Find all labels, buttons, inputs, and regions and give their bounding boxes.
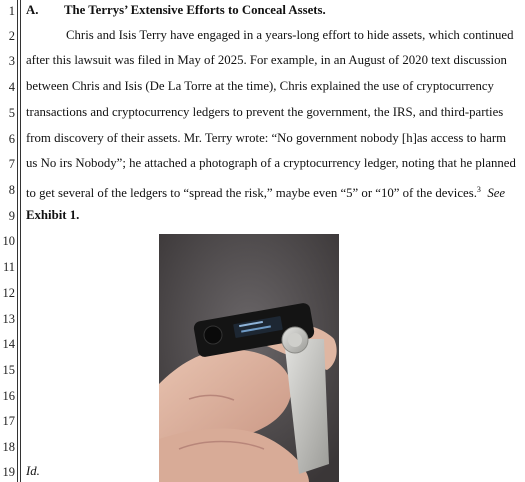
section-heading xyxy=(26,3,326,18)
line-number: 7 xyxy=(8,157,15,171)
line-number: 8 xyxy=(8,183,15,197)
line-number: 17 xyxy=(2,414,15,428)
line-number: 11 xyxy=(2,260,15,274)
citation-id: Id. xyxy=(26,464,40,478)
body-line: after this lawsuit was filed in May of 2025. For example, in an August of 2020 text discussion xyxy=(26,53,507,67)
body-line-text: to get several of the ledgers to “spread the risk,” maybe even “5” or “10” of the devices. xyxy=(26,186,477,200)
line-number: 2 xyxy=(8,29,15,43)
line-number: 1 xyxy=(8,4,15,18)
exhibit-photo-crypto-ledger xyxy=(159,234,339,482)
line-number: 16 xyxy=(2,389,15,403)
line-number: 9 xyxy=(8,209,15,223)
line-number: 5 xyxy=(8,106,15,120)
exhibit-reference: Exhibit 1. xyxy=(26,208,80,222)
line-number: 3 xyxy=(8,54,15,68)
body-line: us No irs Nobody”; he attached a photograph of a cryptocurrency ledger, noting that he planned xyxy=(26,156,516,170)
see-signal: See xyxy=(487,186,506,200)
line-number: 18 xyxy=(2,440,15,454)
line-number: 19 xyxy=(2,465,15,479)
line-number: 15 xyxy=(2,363,15,377)
line-number: 4 xyxy=(8,80,15,94)
line-number: 6 xyxy=(8,132,15,146)
footnote-marker[interactable]: 3 xyxy=(476,185,481,194)
photo-illustration xyxy=(159,234,339,482)
body-line: Chris and Isis Terry have engaged in a years-long effort to hide assets, which continued xyxy=(66,28,514,42)
line-number: 13 xyxy=(2,312,15,326)
line-number: 12 xyxy=(2,286,15,300)
body-line: transactions and cryptocurrency ledgers to prevent the government, the IRS, and third-parties xyxy=(26,105,504,119)
body-line: from discovery of their assets. Mr. Terry wrote: “No government nobody [h]as access to harm xyxy=(26,131,507,145)
body-line xyxy=(26,182,505,201)
section-title: The Terrys’ Extensive Efforts to Conceal Assets. xyxy=(64,3,326,17)
line-number: 10 xyxy=(2,234,15,248)
body-line: between Chris and Isis (De La Torre at the time), Chris explained the use of cryptocurrency xyxy=(26,79,494,93)
margin-rule xyxy=(20,0,21,482)
section-marker: A. xyxy=(26,3,39,17)
line-number: 14 xyxy=(2,337,15,351)
margin-rule xyxy=(17,0,18,482)
